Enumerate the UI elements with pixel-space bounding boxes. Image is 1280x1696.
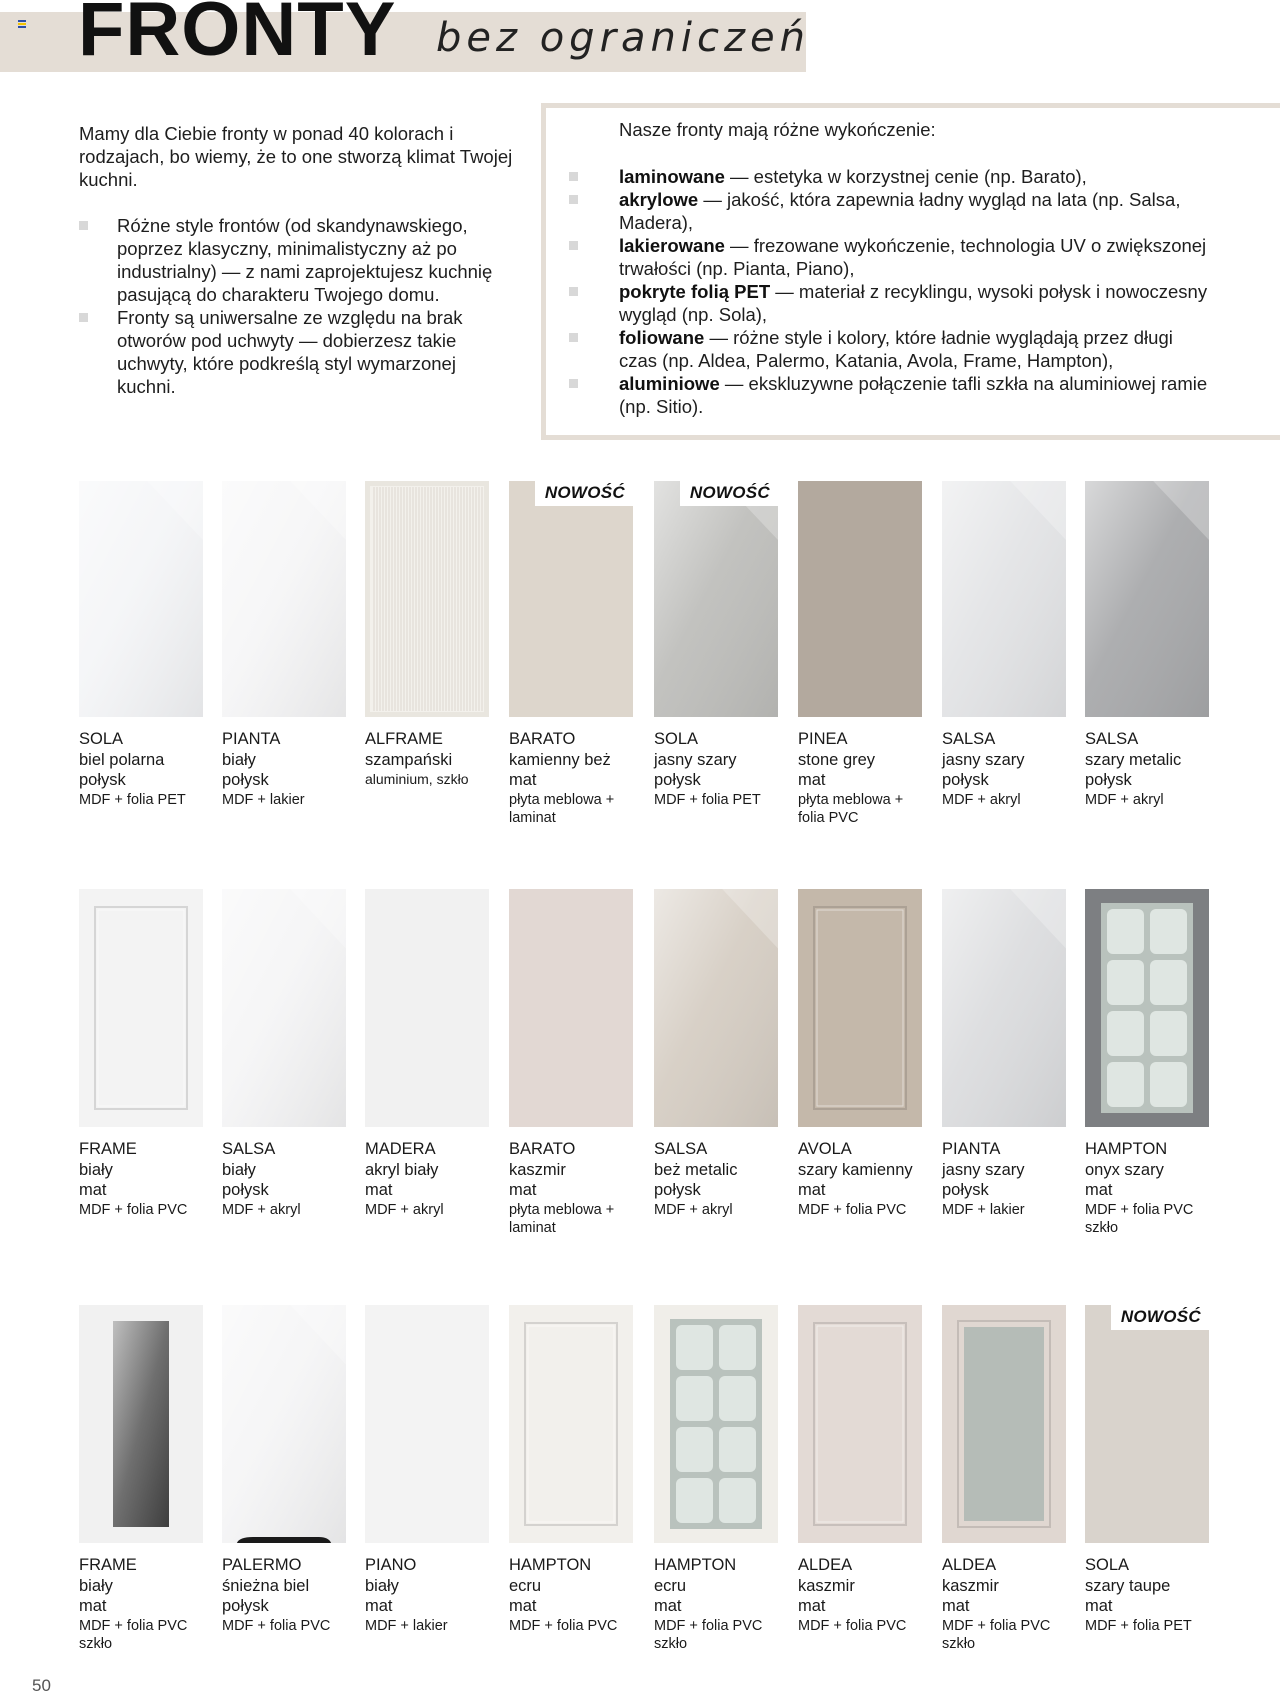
front-card bbox=[942, 1305, 1066, 1653]
front-finish: mat bbox=[1085, 1181, 1113, 1199]
front-name: PIANO bbox=[365, 1556, 417, 1574]
intro-bullet-text: Fronty są uniwersalne ze względu na brak otworów pod uchwyty — dobierzesz takie uchwyty, które podkreślą styl wymarzonej kuchni. bbox=[117, 307, 463, 397]
finish-item bbox=[569, 280, 1209, 326]
front-material: MDF + folia PVC bbox=[654, 1617, 763, 1634]
front-color: biel polarna bbox=[79, 750, 165, 769]
front-label bbox=[222, 729, 346, 809]
finish-desc: — materiał z recyklingu, wysoki połysk i nowoczesny wygląd (np. Sola), bbox=[619, 281, 1208, 325]
front-finish: mat bbox=[798, 1597, 826, 1615]
front-card bbox=[79, 889, 203, 1219]
front-color: szary kamienny bbox=[798, 1160, 913, 1179]
front-color: szampański bbox=[365, 750, 453, 769]
front-finish: mat bbox=[79, 1597, 107, 1615]
front-name: MADERA bbox=[365, 1140, 436, 1158]
front-label bbox=[222, 1555, 346, 1635]
front-card bbox=[654, 1305, 778, 1653]
front-material-extra: szkło bbox=[79, 1635, 113, 1652]
front-color: jasny szary bbox=[942, 1160, 1025, 1179]
front-material: MDF + akryl bbox=[365, 1201, 444, 1218]
front-swatch bbox=[942, 1305, 1066, 1543]
front-label bbox=[798, 1139, 922, 1219]
front-label bbox=[1085, 729, 1209, 809]
front-color: śnieżna biel bbox=[222, 1576, 310, 1595]
front-card bbox=[222, 889, 346, 1219]
front-card bbox=[365, 889, 489, 1219]
front-label bbox=[1085, 1555, 1209, 1635]
front-name: PIANTA bbox=[942, 1140, 1001, 1158]
logo-mark-icon bbox=[18, 20, 28, 28]
front-swatch bbox=[1085, 889, 1209, 1127]
front-finish: połysk bbox=[942, 771, 989, 789]
front-card bbox=[79, 1305, 203, 1653]
front-label bbox=[365, 1555, 489, 1635]
front-material: MDF + folia PVC bbox=[222, 1617, 331, 1634]
front-card bbox=[654, 889, 778, 1219]
front-swatch bbox=[222, 889, 346, 1127]
front-card bbox=[798, 889, 922, 1219]
front-finish: połysk bbox=[1085, 771, 1132, 789]
front-material-extra: szkło bbox=[942, 1635, 976, 1652]
front-card bbox=[654, 481, 778, 809]
front-material: MDF + lakier bbox=[365, 1617, 448, 1634]
front-material: MDF + akryl bbox=[654, 1201, 733, 1218]
front-finish: mat bbox=[1085, 1597, 1113, 1615]
front-swatch bbox=[79, 889, 203, 1127]
front-label bbox=[654, 1139, 778, 1219]
front-material: MDF + akryl bbox=[942, 791, 1021, 808]
front-label bbox=[942, 729, 1066, 809]
front-swatch bbox=[365, 481, 489, 717]
front-material: MDF + folia PVC bbox=[798, 1201, 907, 1218]
finish-item bbox=[569, 165, 1209, 188]
front-card bbox=[798, 1305, 922, 1635]
new-badge: NOWOŚĆ bbox=[1111, 1305, 1209, 1330]
finish-term: foliowane bbox=[619, 327, 705, 348]
front-color: biały bbox=[222, 1160, 256, 1179]
bullet-square-icon bbox=[569, 241, 578, 250]
front-material: MDF + akryl bbox=[1085, 791, 1164, 808]
front-card bbox=[798, 481, 922, 827]
front-card bbox=[509, 1305, 633, 1635]
front-color: biały bbox=[222, 750, 256, 769]
front-color: onyx szary bbox=[1085, 1160, 1164, 1179]
front-card bbox=[942, 481, 1066, 809]
front-name: SOLA bbox=[1085, 1556, 1130, 1574]
front-material: MDF + folia PVC bbox=[79, 1617, 188, 1634]
front-name: PALERMO bbox=[222, 1556, 302, 1574]
front-color: kamienny beż bbox=[509, 750, 611, 769]
front-swatch bbox=[654, 889, 778, 1127]
front-color: biały bbox=[79, 1576, 113, 1595]
bullet-square-icon bbox=[569, 172, 578, 181]
front-finish: mat bbox=[365, 1597, 393, 1615]
front-name: SALSA bbox=[1085, 730, 1139, 748]
front-label bbox=[79, 1139, 203, 1219]
front-name: HAMPTON bbox=[1085, 1140, 1168, 1158]
front-color: biały bbox=[79, 1160, 113, 1179]
front-finish: mat bbox=[509, 1597, 537, 1615]
front-name: ALDEA bbox=[798, 1556, 853, 1574]
finish-desc: — estetyka w korzystnej cenie (np. Barato), bbox=[724, 166, 1087, 187]
front-finish: mat bbox=[365, 1181, 393, 1199]
intro-bullet bbox=[79, 306, 519, 398]
front-card bbox=[365, 481, 489, 788]
front-color: akryl biały bbox=[365, 1160, 439, 1179]
front-finish: mat bbox=[509, 771, 537, 789]
finish-item bbox=[569, 234, 1209, 280]
front-material-extra: szkło bbox=[654, 1635, 688, 1652]
front-label bbox=[798, 1555, 922, 1635]
front-label bbox=[1085, 1139, 1209, 1237]
front-material: MDF + folia PVC bbox=[798, 1617, 907, 1634]
front-name: ALDEA bbox=[942, 1556, 997, 1574]
front-color: kaszmir bbox=[942, 1576, 999, 1595]
front-color: jasny szary bbox=[942, 750, 1025, 769]
front-label bbox=[654, 729, 778, 809]
page-number: 50 bbox=[32, 1676, 51, 1695]
front-card bbox=[509, 481, 633, 827]
finish-term: laminowane bbox=[619, 166, 725, 187]
finish-desc: — różne style i kolory, które ładnie wyglądają przez długi czas (np. Aldea, Palermo, Katania, Avola, Frame, Hampton), bbox=[619, 327, 1173, 371]
front-color: kaszmir bbox=[798, 1576, 855, 1595]
front-material: MDF + folia PVC bbox=[942, 1617, 1051, 1634]
front-name: AVOLA bbox=[798, 1140, 852, 1158]
new-badge: NOWOŚĆ bbox=[535, 481, 633, 506]
front-name: SALSA bbox=[222, 1140, 276, 1158]
front-material: MDF + akryl bbox=[222, 1201, 301, 1218]
front-swatch bbox=[79, 1305, 203, 1543]
front-name: FRAME bbox=[79, 1556, 137, 1574]
front-label bbox=[509, 1555, 633, 1635]
front-material: MDF + folia PVC bbox=[79, 1201, 188, 1218]
front-material: MDF + folia PVC bbox=[1085, 1201, 1194, 1218]
front-card bbox=[1085, 481, 1209, 809]
front-material: płyta meblowa + laminat bbox=[509, 791, 615, 826]
finishes-list bbox=[569, 165, 1209, 418]
front-card bbox=[509, 889, 633, 1237]
intro-bullet-text: Różne style frontów (od skandynawskiego, poprzez klasyczny, minimalistyczny aż po industrialny) — z nami zaprojektujesz kuchnię pasującą do charakteru Twojego domu. bbox=[117, 215, 493, 305]
front-finish: mat bbox=[798, 1181, 826, 1199]
front-label bbox=[942, 1555, 1066, 1653]
front-swatch bbox=[365, 1305, 489, 1543]
intro-bullet bbox=[79, 214, 519, 306]
front-label bbox=[79, 1555, 203, 1653]
front-label bbox=[79, 729, 203, 809]
front-material-extra: szkło bbox=[1085, 1219, 1119, 1236]
front-swatch bbox=[509, 481, 633, 717]
finish-term: aluminiowe bbox=[619, 373, 720, 394]
front-card bbox=[365, 1305, 489, 1635]
front-swatch bbox=[798, 481, 922, 717]
front-finish: mat bbox=[79, 1181, 107, 1199]
front-finish: połysk bbox=[654, 771, 701, 789]
front-finish: połysk bbox=[222, 1597, 269, 1615]
front-swatch bbox=[654, 481, 778, 717]
front-label bbox=[222, 1139, 346, 1219]
front-label bbox=[654, 1555, 778, 1653]
front-material: płyta meblowa + folia PVC bbox=[798, 791, 904, 826]
front-name: HAMPTON bbox=[654, 1556, 737, 1574]
intro-text: Mamy dla Ciebie fronty w ponad 40 kolorach i rodzajach, bo wiemy, że to one stworzą klimat Twojej kuchni. bbox=[79, 123, 513, 190]
finish-item bbox=[569, 188, 1209, 234]
front-label bbox=[798, 729, 922, 827]
front-card bbox=[942, 889, 1066, 1219]
finish-term: lakierowane bbox=[619, 235, 725, 256]
front-label bbox=[365, 729, 489, 788]
bullet-square-icon bbox=[569, 287, 578, 296]
front-material: MDF + folia PET bbox=[79, 791, 186, 808]
front-finish: połysk bbox=[222, 771, 269, 789]
front-swatch bbox=[509, 889, 633, 1127]
front-swatch bbox=[942, 889, 1066, 1127]
front-name: ALFRAME bbox=[365, 730, 443, 748]
finish-desc: — frezowane wykończenie, technologia UV o zwiększonej trwałości (np. Pianta, Piano), bbox=[619, 235, 1207, 279]
front-swatch bbox=[365, 889, 489, 1127]
front-color: beż metalic bbox=[654, 1160, 738, 1179]
front-name: SOLA bbox=[79, 730, 124, 748]
new-badge: NOWOŚĆ bbox=[680, 481, 778, 506]
front-swatch bbox=[222, 1305, 346, 1543]
page-subtitle: bez ograniczeń bbox=[436, 15, 810, 61]
front-color: ecru bbox=[509, 1576, 542, 1595]
front-name: HAMPTON bbox=[509, 1556, 592, 1574]
front-name: SOLA bbox=[654, 730, 699, 748]
front-name: BARATO bbox=[509, 730, 576, 748]
front-name: BARATO bbox=[509, 1140, 576, 1158]
front-material: aluminium, szkło bbox=[365, 771, 469, 787]
finish-desc: — ekskluzywne połączenie tafli szkła na aluminiowej ramie (np. Sitio). bbox=[619, 373, 1208, 417]
front-name: SALSA bbox=[942, 730, 996, 748]
front-finish: połysk bbox=[654, 1181, 701, 1199]
finish-term: pokryte folią PET bbox=[619, 281, 771, 302]
front-color: stone grey bbox=[798, 750, 876, 769]
finish-item bbox=[569, 326, 1209, 372]
front-card bbox=[1085, 1305, 1209, 1635]
front-finish: mat bbox=[798, 771, 826, 789]
front-color: szary metalic bbox=[1085, 750, 1182, 769]
front-material: płyta meblowa + laminat bbox=[509, 1201, 615, 1236]
finishes-title: Nasze fronty mają różne wykończenie: bbox=[619, 119, 936, 140]
front-color: ecru bbox=[654, 1576, 687, 1595]
bullet-square-icon bbox=[79, 313, 88, 322]
front-swatch bbox=[509, 1305, 633, 1543]
front-swatch bbox=[942, 481, 1066, 717]
page-title: FRONTY bbox=[78, 0, 397, 72]
front-card bbox=[1085, 889, 1209, 1237]
front-material: MDF + lakier bbox=[942, 1201, 1025, 1218]
front-name: PINEA bbox=[798, 730, 848, 748]
front-card bbox=[79, 481, 203, 809]
front-name: SALSA bbox=[654, 1140, 708, 1158]
front-color: szary taupe bbox=[1085, 1576, 1171, 1595]
front-material: MDF + lakier bbox=[222, 791, 305, 808]
front-swatch bbox=[222, 481, 346, 717]
front-material: MDF + folia PVC bbox=[509, 1617, 618, 1634]
front-material: MDF + folia PET bbox=[654, 791, 761, 808]
front-color: jasny szary bbox=[654, 750, 737, 769]
front-swatch bbox=[1085, 481, 1209, 717]
front-swatch bbox=[798, 1305, 922, 1543]
front-name: FRAME bbox=[79, 1140, 137, 1158]
finish-item bbox=[569, 372, 1209, 418]
front-finish: połysk bbox=[942, 1181, 989, 1199]
front-name: PIANTA bbox=[222, 730, 281, 748]
front-label bbox=[509, 1139, 633, 1237]
front-swatch bbox=[1085, 1305, 1209, 1543]
front-label bbox=[365, 1139, 489, 1219]
bullet-square-icon bbox=[569, 195, 578, 204]
front-label bbox=[509, 729, 633, 827]
front-swatch bbox=[79, 481, 203, 717]
front-material: MDF + folia PET bbox=[1085, 1617, 1192, 1634]
front-color: biały bbox=[365, 1576, 399, 1595]
front-swatch bbox=[798, 889, 922, 1127]
finish-desc: — jakość, która zapewnia ładny wygląd na lata (np. Salsa, Madera), bbox=[619, 189, 1181, 233]
bullet-square-icon bbox=[569, 379, 578, 388]
front-finish: mat bbox=[654, 1597, 682, 1615]
front-swatch bbox=[654, 1305, 778, 1543]
front-label bbox=[942, 1139, 1066, 1219]
bullet-square-icon bbox=[79, 221, 88, 230]
front-card bbox=[222, 481, 346, 809]
front-color: kaszmir bbox=[509, 1160, 566, 1179]
bullet-square-icon bbox=[569, 333, 578, 342]
finish-term: akrylowe bbox=[619, 189, 699, 210]
intro-bullets bbox=[79, 214, 519, 398]
front-finish: połysk bbox=[222, 1181, 269, 1199]
front-card bbox=[222, 1305, 346, 1635]
front-finish: połysk bbox=[79, 771, 126, 789]
front-finish: mat bbox=[509, 1181, 537, 1199]
front-finish: mat bbox=[942, 1597, 970, 1615]
